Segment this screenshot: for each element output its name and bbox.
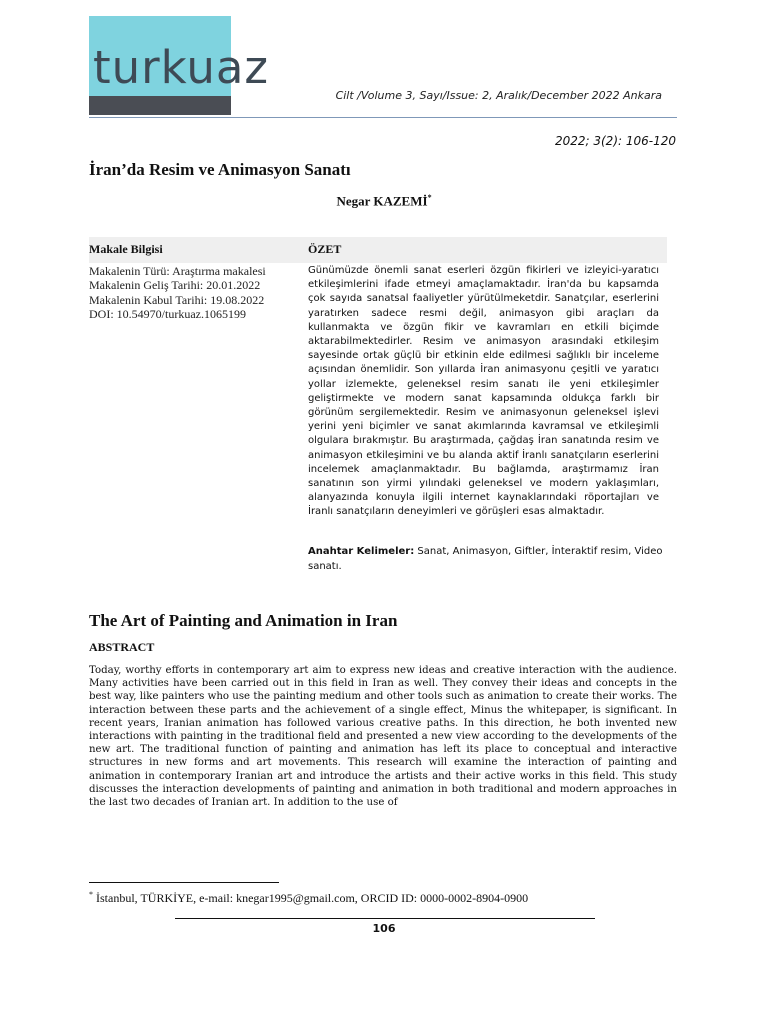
ozet-label: ÖZET bbox=[308, 242, 342, 256]
article-info-header bbox=[89, 237, 667, 263]
footnote-text: İstanbul, TÜRKİYE, e-mail: knegar1995@gmail.com, ORCID ID: 0000-0002-8904-0900 bbox=[93, 891, 529, 905]
keywords-list: Sanat, Animasyon, Giftler, İnteraktif resim, Video sanatı. bbox=[308, 546, 663, 572]
logo-bottom-band bbox=[89, 96, 231, 115]
doi: DOI: 10.54970/turkuaz.1065199 bbox=[89, 306, 246, 321]
abstract-label: ABSTRACT bbox=[89, 640, 155, 654]
received-date: Makalenin Geliş Tarihi: 20.01.2022 bbox=[89, 278, 261, 293]
author bbox=[0, 193, 768, 209]
journal-volume-info: Cilt /Volume 3, Sayı/Issue: 2, Aralık/December 2022 Ankara bbox=[335, 89, 662, 102]
logo-text: turkuaz bbox=[93, 41, 270, 94]
accepted-date: Makalenin Kabul Tarihi: 19.08.2022 bbox=[89, 292, 265, 307]
abstract-text: Today, worthy efforts in contemporary art aim to express new ideas and creative interaction with the audience. Many activities have been carried out in this field in Iran as well. They convey their ideas and concepts in the best way, like painters who use the painting medium and other tools such as animation to create their works. The interaction between these parts and the achievement of a single effect, Minus the whitepaper, is significant. In recent years, Iranian animation has followed various creative paths. In this direction, he both invented new interactions with painting in the traditional field and presented a new view according to the developments of the new art. The traditional function of painting and animation has left its place to conceptual and interactive structures in new forms and art movements. This research will examine the interaction of painting and animation in contemporary Iranian art and introduce the artists and their active works in this field. This study discusses the interaction developments of painting and animation in both traditional and modern approaches in the last two decades of Iranian art. In addition to the use of bbox=[89, 665, 677, 809]
keywords-label: Anahtar Kelimeler: bbox=[308, 546, 415, 557]
author-name: Negar KAZEMİ bbox=[336, 193, 428, 209]
keywords bbox=[308, 545, 668, 574]
article-title-turkish: İran’da Resim ve Animasyon Sanatı bbox=[89, 160, 351, 179]
citation: 2022; 3(2): 106-120 bbox=[554, 134, 676, 148]
article-info-label: Makale Bilgisi bbox=[89, 242, 163, 256]
footnote bbox=[89, 890, 528, 906]
footnote-divider bbox=[89, 882, 279, 883]
journal-logo bbox=[89, 16, 270, 115]
footnote-marker: * bbox=[89, 890, 93, 899]
ozet-text: Günümüzde önemli sanat eserleri özgün fikirleri ve izleyici-yaratıcı etkileşimlerini ifade etmeyi amaçlamaktadır. İran'da bu kapsamda çok sayıda sanatsal faaliyetler yürütülmeketdir. Sanatçılar, eserlerini yaratırken sadece resmi değil, animasyon gibi araçları da kullanmakta ve özgün fikir ve kavramları en etkili biçimde aktarabilmektedirler. Resim ve animasyon arasındaki etkileşim sayesinde ortak güçlü bir etkinin elde edilmesi sağlıklı bir inceleme açısından önemlidir. Son yıllarda İran animasyonu çeşitli ve yaratıcı yollar izlemekte, geleneksel resim sanatı ile yeni etkileşimler geliştirmekte ve modern sanat kapsamında oldukça farklı bir görünüm sergilemektedir. Resim ve animasyonun geleneksel işlevi yerini yeni biçimler ve sanat akımlarında kavramsal ve etkileşimli olgulara bırakmıştır. Bu araştırmada, çağdaş İran sanatında resim ve animasyon etkileşimini ve bu alanda aktif İranlı sanatçıların eserlerini incelemek amaçlanmaktadır. Bu bağlamda, araştırmamız İran sanatının son yirmi yılındaki geleneksel ve modern yaklaşımları, alanyazında konuyla ilgili internet kaynaklarındaki röportajları ve İranlı sanatçıların deneyimleri ve görüşleri esas almaktadır. bbox=[308, 265, 659, 518]
article-title-english: The Art of Painting and Animation in Iran bbox=[89, 611, 398, 630]
article-metadata bbox=[89, 264, 294, 321]
header-divider bbox=[89, 117, 677, 118]
article-type: Makalenin Türü: Araştırma makalesi bbox=[89, 264, 266, 278]
author-footnote-marker: * bbox=[427, 193, 432, 202]
page-number-rule bbox=[175, 918, 595, 919]
page-number: 106 bbox=[372, 922, 396, 935]
